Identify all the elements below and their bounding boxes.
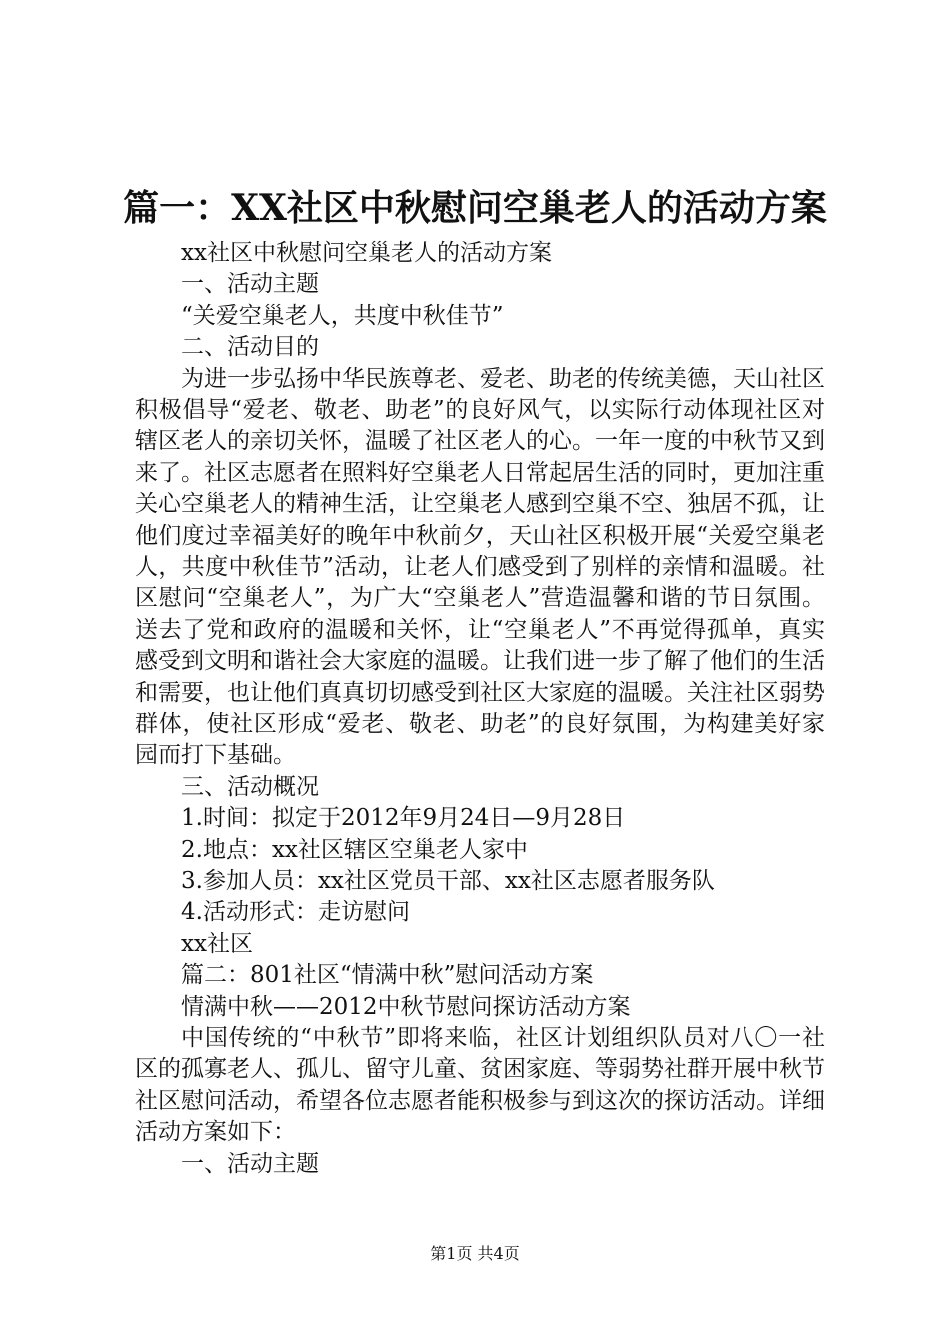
section-heading-theme: 一、活动主题 bbox=[181, 271, 319, 298]
subtitle-line: xx社区中秋慰问空巢老人的活动方案 bbox=[181, 240, 552, 266]
page-footer: 第1页 共4页 bbox=[430, 1244, 520, 1263]
part-two-subtitle: 情满中秋——2012中秋节慰问探访活动方案 bbox=[181, 993, 631, 1020]
purpose-paragraph: 为进一步弘扬中华民族尊老、爱老、助老的传统美德，天山社区积极倡导“爱老、敬老、助老”的良好风气，以实际行动体现社区对辖区老人的亲切关怀，温暖了社区老人的心。一年一度的中秋节又到来了。社区志愿者在照料好空巢老人日常起居生活的同时，更加注重关心空巢老人的精神生活，让空巢老人感到空巢不空、独居不孤，让他们度过幸福美好的晚年中秋前夕，天山社区积极开展“关爱空巢老人，共度中秋佳节”活动，让老人们感受到了别样的亲情和温暖。社区慰问“空巢老人”，为广大“空巢老人”营造温馨和谐的节日氛围。送去了党和政府的温暖和关怀，让“空巢老人”不再觉得孤单，真实感受到文明和谐社会大家庭的温暖。让我们进一步了解了他们的生活和需要，也让他们真真切切感受到社区大家庭的温暖。关注社区弱势群体，使社区形成“爱老、敬老、助老”的良好氛围，为构建美好家园而打下基础。 bbox=[135, 365, 825, 769]
signature-community: xx社区 bbox=[181, 930, 253, 957]
part-two-heading: 篇二：801社区“情满中秋”慰问活动方案 bbox=[181, 962, 594, 989]
overview-location: 2.地点：xx社区辖区空巢老人家中 bbox=[181, 836, 528, 863]
section-heading-purpose: 二、活动目的 bbox=[181, 334, 319, 361]
part-two-section-heading-theme: 一、活动主题 bbox=[181, 1150, 319, 1177]
overview-participants: 3.参加人员：xx社区党员干部、xx社区志愿者服务队 bbox=[181, 868, 715, 895]
overview-time: 1.时间：拟定于2012年9月24日—9月28日 bbox=[181, 805, 626, 832]
overview-format: 4.活动形式：走访慰问 bbox=[181, 899, 410, 926]
document-body bbox=[135, 238, 825, 1180]
section-heading-overview: 三、活动概况 bbox=[181, 773, 319, 800]
part-two-intro-paragraph: 中国传统的“中秋节”即将来临，社区计划组织队员对八〇一社区的孤寡老人、孤儿、留守儿童、贫困家庭、等弱势社群开展中秋节社区慰问活动，希望各位志愿者能积极参与到这次的探访活动。详细活动方案如下： bbox=[135, 1024, 825, 1146]
theme-slogan: “关爱空巢老人，共度中秋佳节” bbox=[181, 302, 504, 329]
document-title: 篇一：XX社区中秋慰问空巢老人的活动方案 bbox=[123, 187, 827, 229]
